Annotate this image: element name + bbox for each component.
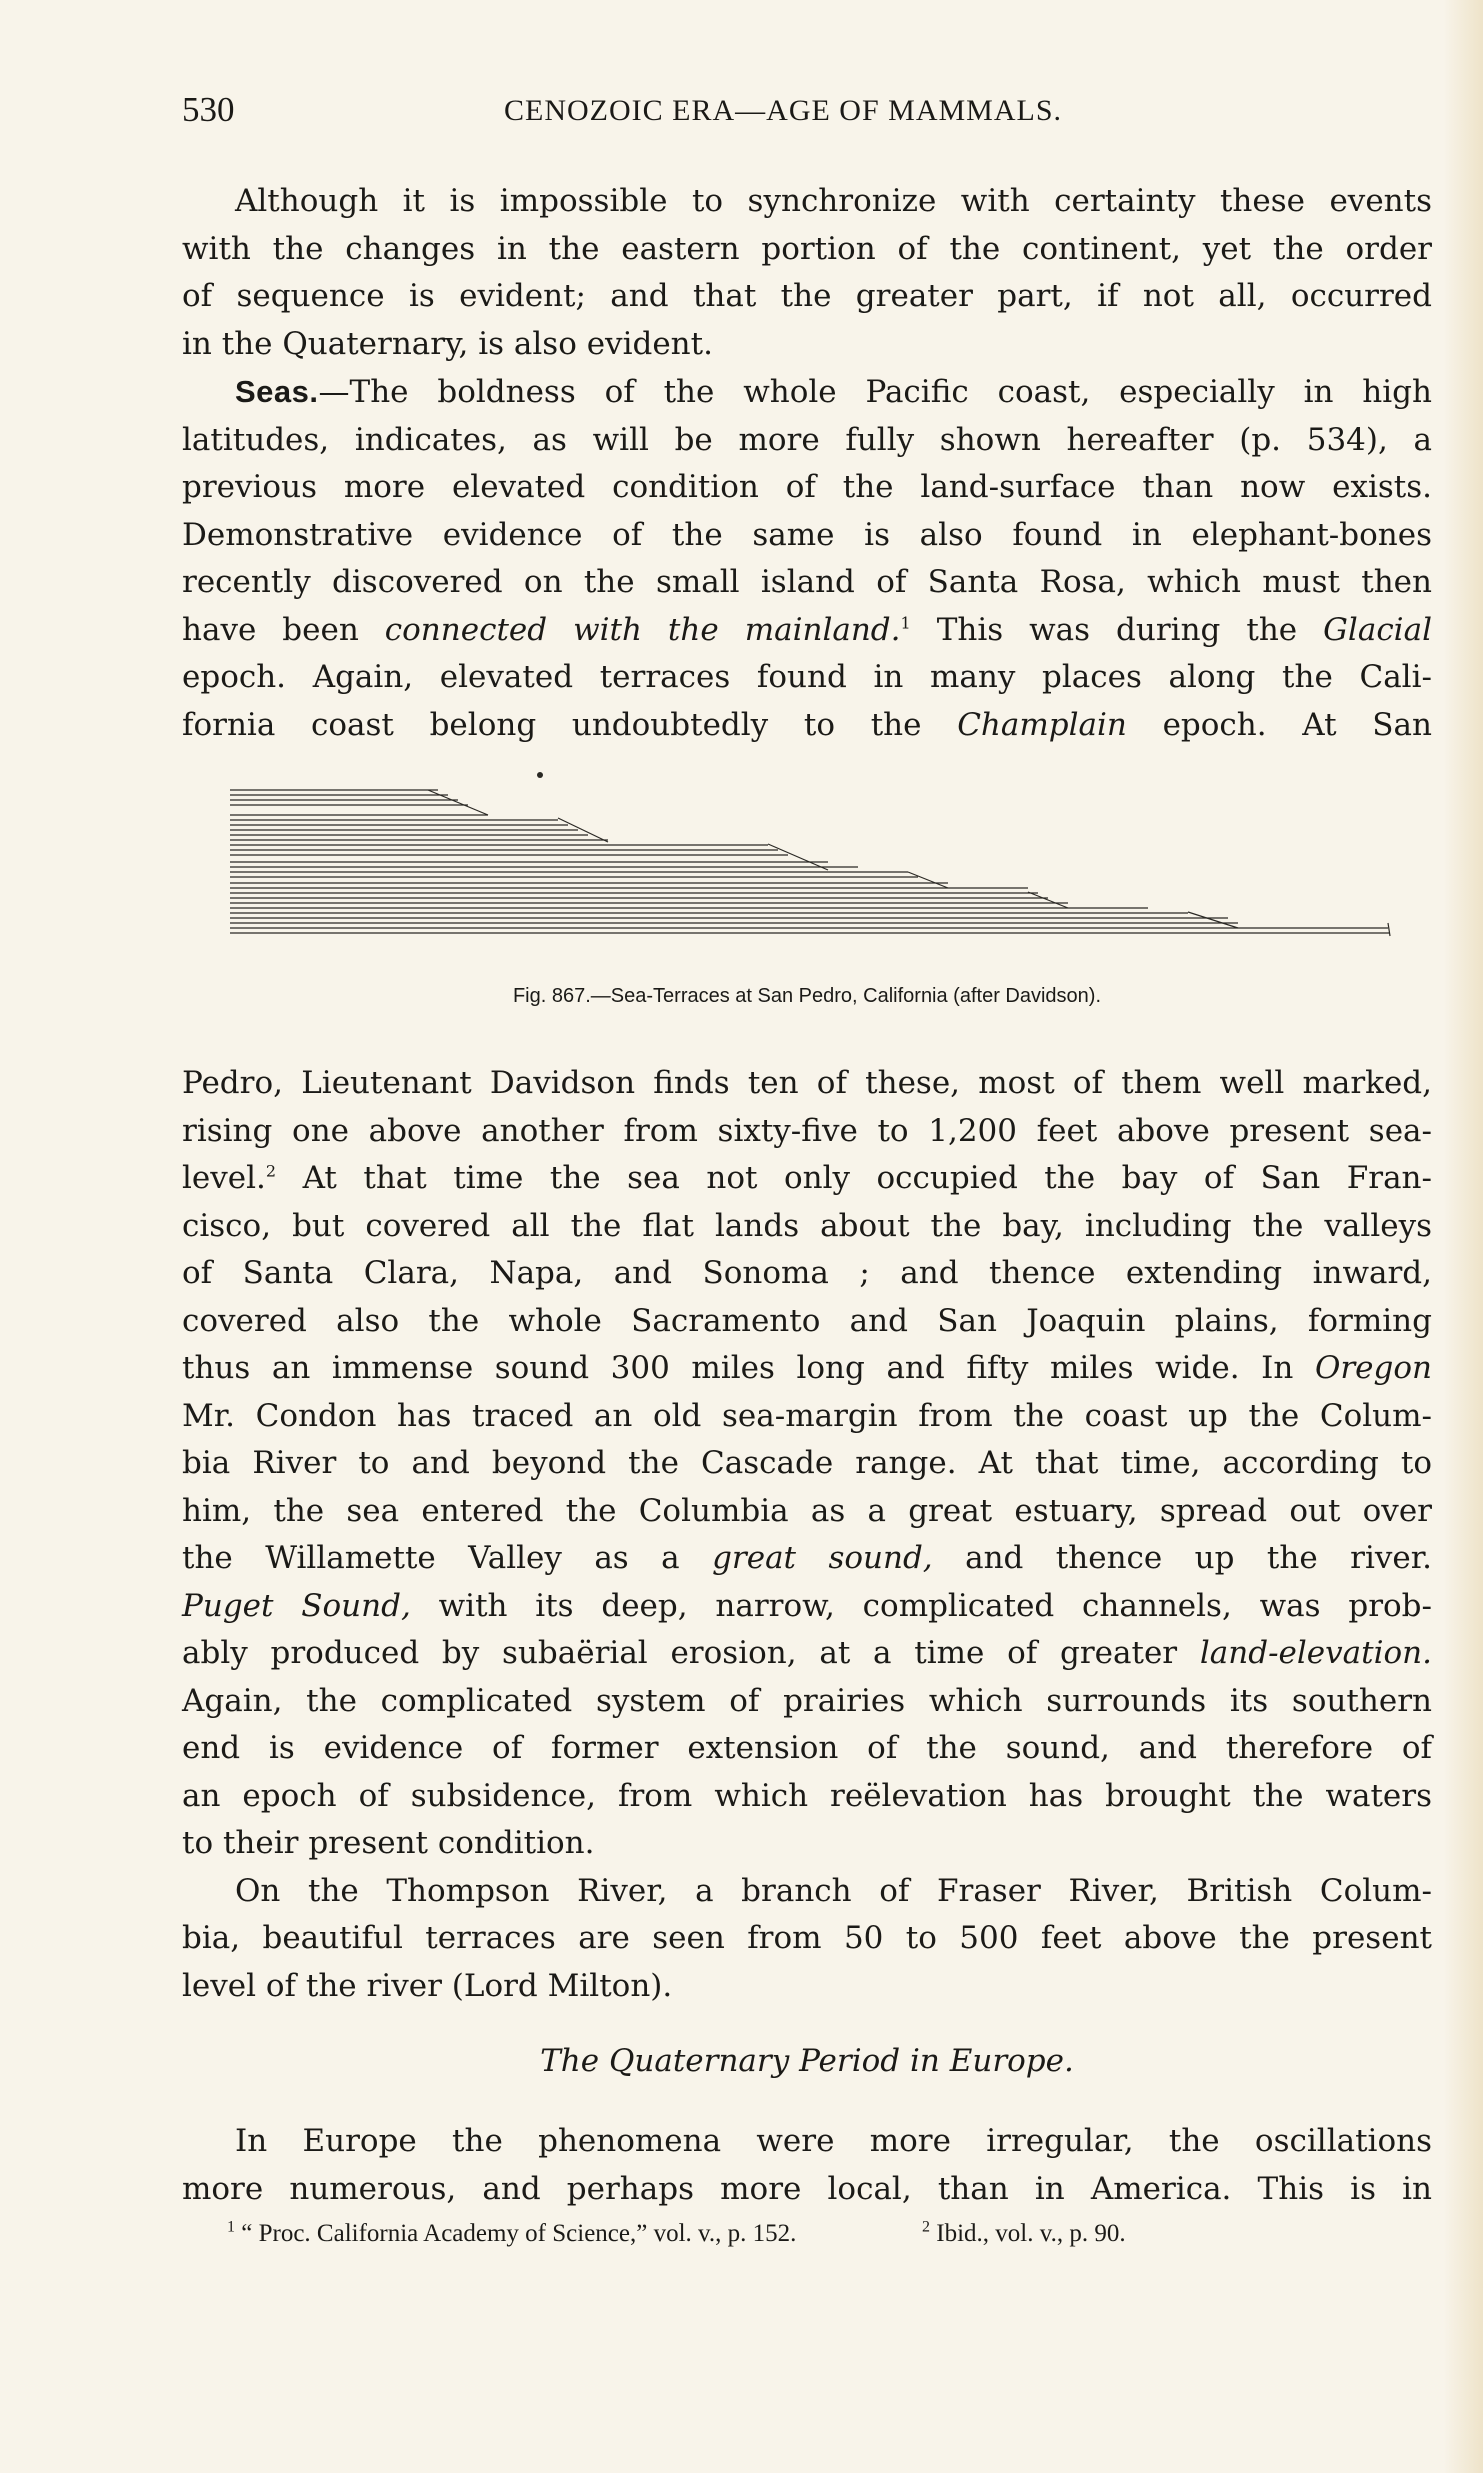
italic-text: great sound, (712, 1540, 933, 1576)
text-line (182, 368, 1432, 417)
paragraph-europe (182, 2118, 1432, 2213)
text-line: in the Quaternary, is also evident. (182, 325, 713, 362)
text-line: him, the sea entered the Columbia as a great estuary, spread out over (182, 1492, 1432, 1529)
paragraph-synchronize (182, 178, 1432, 749)
text-span: thus an immense sound 300 miles long and fifty miles wide. In (182, 1350, 1315, 1386)
paragraph-pedro (182, 1060, 1432, 2010)
section-subheading: The Quaternary Period in Europe. (540, 2043, 1074, 2079)
text-line (182, 702, 1432, 750)
text-line: level of the river (Lord Milton). (182, 1967, 673, 2004)
text-line: cisco, but covered all the flat lands about the bay, including the valleys (182, 1207, 1432, 1244)
italic-text: land-elevation. (1199, 1635, 1432, 1671)
text-line: to their present condition. (182, 1825, 595, 1861)
text-span: level. (182, 1160, 266, 1196)
text-line: Pedro, Lieutenant Davidson finds ten of these, most of them well marked, (182, 1065, 1432, 1101)
text-span: and thence up the river. (932, 1540, 1432, 1576)
text-line (182, 1583, 1432, 1631)
text-line (182, 1535, 1432, 1583)
page-header (182, 90, 1437, 140)
text-span: —The boldness of the whole Pacific coast, especially in high (318, 374, 1432, 410)
text-line: latitudes, indicates, as will be more fully shown hereafter (p. 534), a (182, 421, 1432, 458)
text-line: end is evidence of former extension of the sound, and therefore of (182, 1730, 1432, 1766)
text-span: have been (182, 611, 385, 648)
footnote-ref: 1 (900, 613, 911, 633)
text-line: recently discovered on the small island of Santa Rosa, which must then (182, 564, 1432, 600)
text-line (182, 1155, 1432, 1203)
running-head: CENOZOIC ERA—AGE OF MAMMALS. (504, 94, 1063, 127)
page-number: 530 (182, 90, 235, 129)
text-span: ably produced by subaërial erosion, at a time of greater (182, 1635, 1200, 1671)
sea-terraces-figure (228, 770, 1393, 980)
text-span: with its deep, narrow, complicated channels, was prob- (410, 1587, 1432, 1624)
text-line: epoch. Again, elevated terraces found in many places along the Cali- (182, 659, 1432, 695)
seas-heading: Seas. (235, 374, 319, 409)
text-line: Again, the complicated system of prairies which surrounds its southern (182, 1682, 1432, 1719)
text-line: of sequence is evident; and that the greater part, if not all, occurred (182, 278, 1432, 314)
text-line: an epoch of subsidence, from which reëlevation has brought the waters (182, 1777, 1432, 1814)
italic-text: Oregon (1314, 1350, 1432, 1386)
italic-text: connected with the mainland. (384, 611, 901, 648)
italic-text: Glacial (1323, 611, 1432, 648)
figure-caption: Fig. 867.—Sea-Terraces at San Pedro, California (after Davidson). (512, 985, 1102, 1007)
text-line (182, 1345, 1432, 1393)
footnote-mark: 1 (227, 2218, 235, 2236)
italic-text: Champlain (957, 706, 1127, 743)
page-edge-shadow (1443, 0, 1483, 2473)
footnote-text: Ibid., vol. v., p. 90. (930, 2220, 1126, 2247)
text-line: On the Thompson River, a branch of Fraser River, British Colum- (235, 1872, 1432, 1909)
text-line: In Europe the phenomena were more irregular, the oscillations (235, 2123, 1432, 2159)
text-line: with the changes in the eastern portion of the continent, yet the order (182, 230, 1432, 267)
text-span: At that time the sea not only occupied the bay of San Fran- (276, 1160, 1432, 1196)
text-line (182, 1630, 1432, 1678)
italic-text: Puget Sound, (182, 1587, 411, 1624)
footnote-2 (922, 2220, 1126, 2248)
footnote-text: “ Proc. California Academy of Science,” vol. v., p. 152. (235, 2220, 797, 2247)
text-span: the Willamette Valley as a (182, 1540, 713, 1576)
text-line: Mr. Condon has traced an old sea-margin from the coast up the Colum- (182, 1397, 1432, 1434)
text-line: covered also the whole Sacramento and San Joaquin plains, forming (182, 1302, 1432, 1339)
text-line: Although it is impossible to synchronize with certainty these events (235, 183, 1432, 219)
text-line: rising one above another from sixty-five to 1,200 feet above present sea- (182, 1112, 1432, 1149)
text-line: previous more elevated condition of the land-surface than now exists. (182, 469, 1432, 505)
footnote-mark: 2 (922, 2218, 930, 2236)
text-line: bia, beautiful terraces are seen from 50 to 500 feet above the present (182, 1920, 1432, 1956)
footnote-ref: 2 (265, 1161, 277, 1181)
text-line: Demonstrative evidence of the same is also found in elephant-bones (182, 516, 1432, 553)
text-line: more numerous, and perhaps more local, than in America. This is in (182, 2170, 1432, 2207)
text-span: fornia coast belong undoubtedly to the (182, 706, 958, 743)
text-line: of Santa Clara, Napa, and Sonoma ; and thence extending inward, (182, 1255, 1432, 1291)
text-line: bia River to and beyond the Cascade range. At that time, according to (182, 1445, 1432, 1481)
text-line (182, 607, 1432, 655)
text-span: epoch. At San (1126, 706, 1432, 743)
footnote-1 (227, 2220, 796, 2248)
text-span: This was during the (910, 611, 1324, 648)
